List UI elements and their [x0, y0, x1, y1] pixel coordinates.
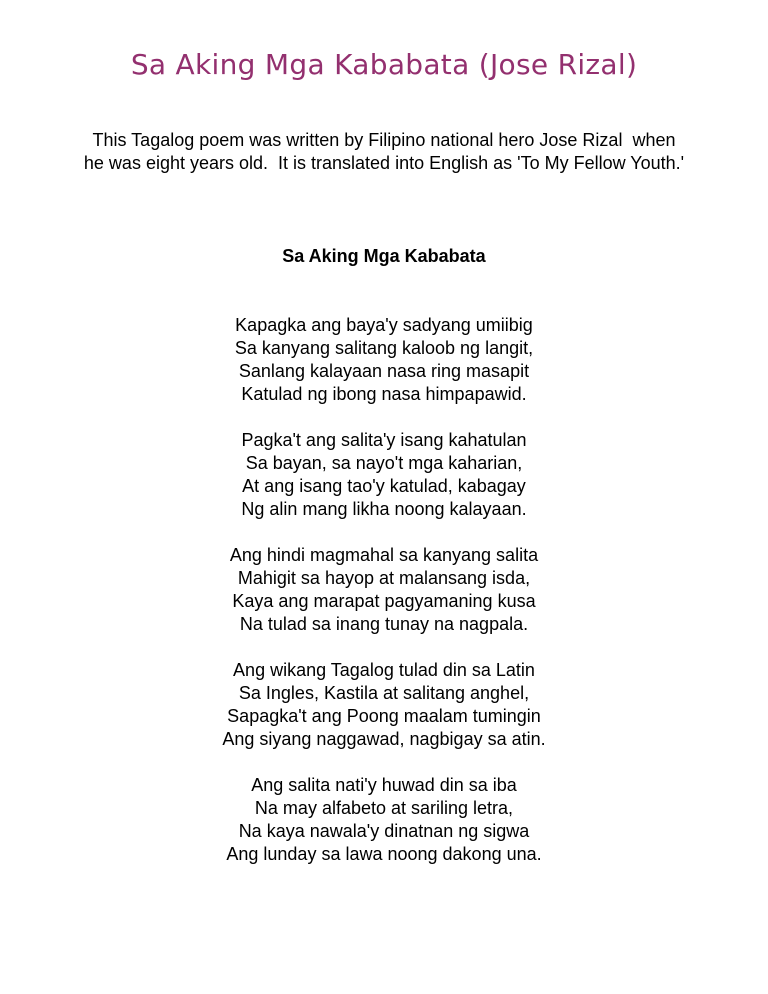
- poem-line: Na tulad sa inang tunay na nagpala.: [239, 614, 529, 634]
- page-title: Sa Aking Mga Kababata (Jose Rizal): [130, 48, 638, 81]
- poem-title: Sa Aking Mga Kababata: [282, 246, 486, 266]
- poem-stanza: [0, 544, 768, 636]
- poem-stanza: [0, 774, 768, 866]
- poem-line: Na may alfabeto at sariling letra,: [254, 798, 514, 818]
- poem-line: Kaya ang marapat pagyamaning kusa: [232, 591, 536, 611]
- poem-line: Ang salita nati'y huwad din sa iba: [251, 775, 517, 795]
- poem-line: Sa Ingles, Kastila at salitang anghel,: [238, 683, 530, 703]
- poem-line: Ang wikang Tagalog tulad din sa Latin: [233, 660, 535, 680]
- poem-body: [0, 314, 768, 889]
- poem-line: Ang lunday sa lawa noong dakong una.: [226, 844, 542, 864]
- poem-stanza: [0, 429, 768, 521]
- poem-line: Sa bayan, sa nayo't mga kaharian,: [245, 453, 523, 473]
- poem-line: Pagka't ang salita'y isang kahatulan: [241, 430, 527, 450]
- poem-stanza: [0, 659, 768, 751]
- poem-line: Sa kanyang salitang kaloob ng langit,: [234, 338, 534, 358]
- poem-line: Na kaya nawala'y dinatnan ng sigwa: [238, 821, 530, 841]
- poem-line: Sapagka't ang Poong maalam tumingin: [227, 706, 541, 726]
- poem-line: Ng alin mang likha noong kalayaan.: [241, 499, 527, 519]
- poem-line: Sanlang kalayaan nasa ring masapit: [238, 361, 530, 381]
- poem-line: Ang siyang naggawad, nagbigay sa atin.: [222, 729, 546, 749]
- intro-paragraph: [30, 129, 738, 175]
- intro-line: he was eight years old. It is translated into English as 'To My Fellow Youth.': [83, 153, 685, 173]
- poem-line: Mahigit sa hayop at malansang isda,: [237, 568, 531, 588]
- poem-line: At ang isang tao'y katulad, kabagay: [242, 476, 526, 496]
- poem-stanza: [0, 314, 768, 406]
- poem-line: Kapagka ang baya'y sadyang umiibig: [235, 315, 533, 335]
- poem-line: Ang hindi magmahal sa kanyang salita: [229, 545, 539, 565]
- poem-line: Katulad ng ibong nasa himpapawid.: [241, 384, 527, 404]
- intro-line: This Tagalog poem was written by Filipino national hero Jose Rizal when: [92, 130, 676, 150]
